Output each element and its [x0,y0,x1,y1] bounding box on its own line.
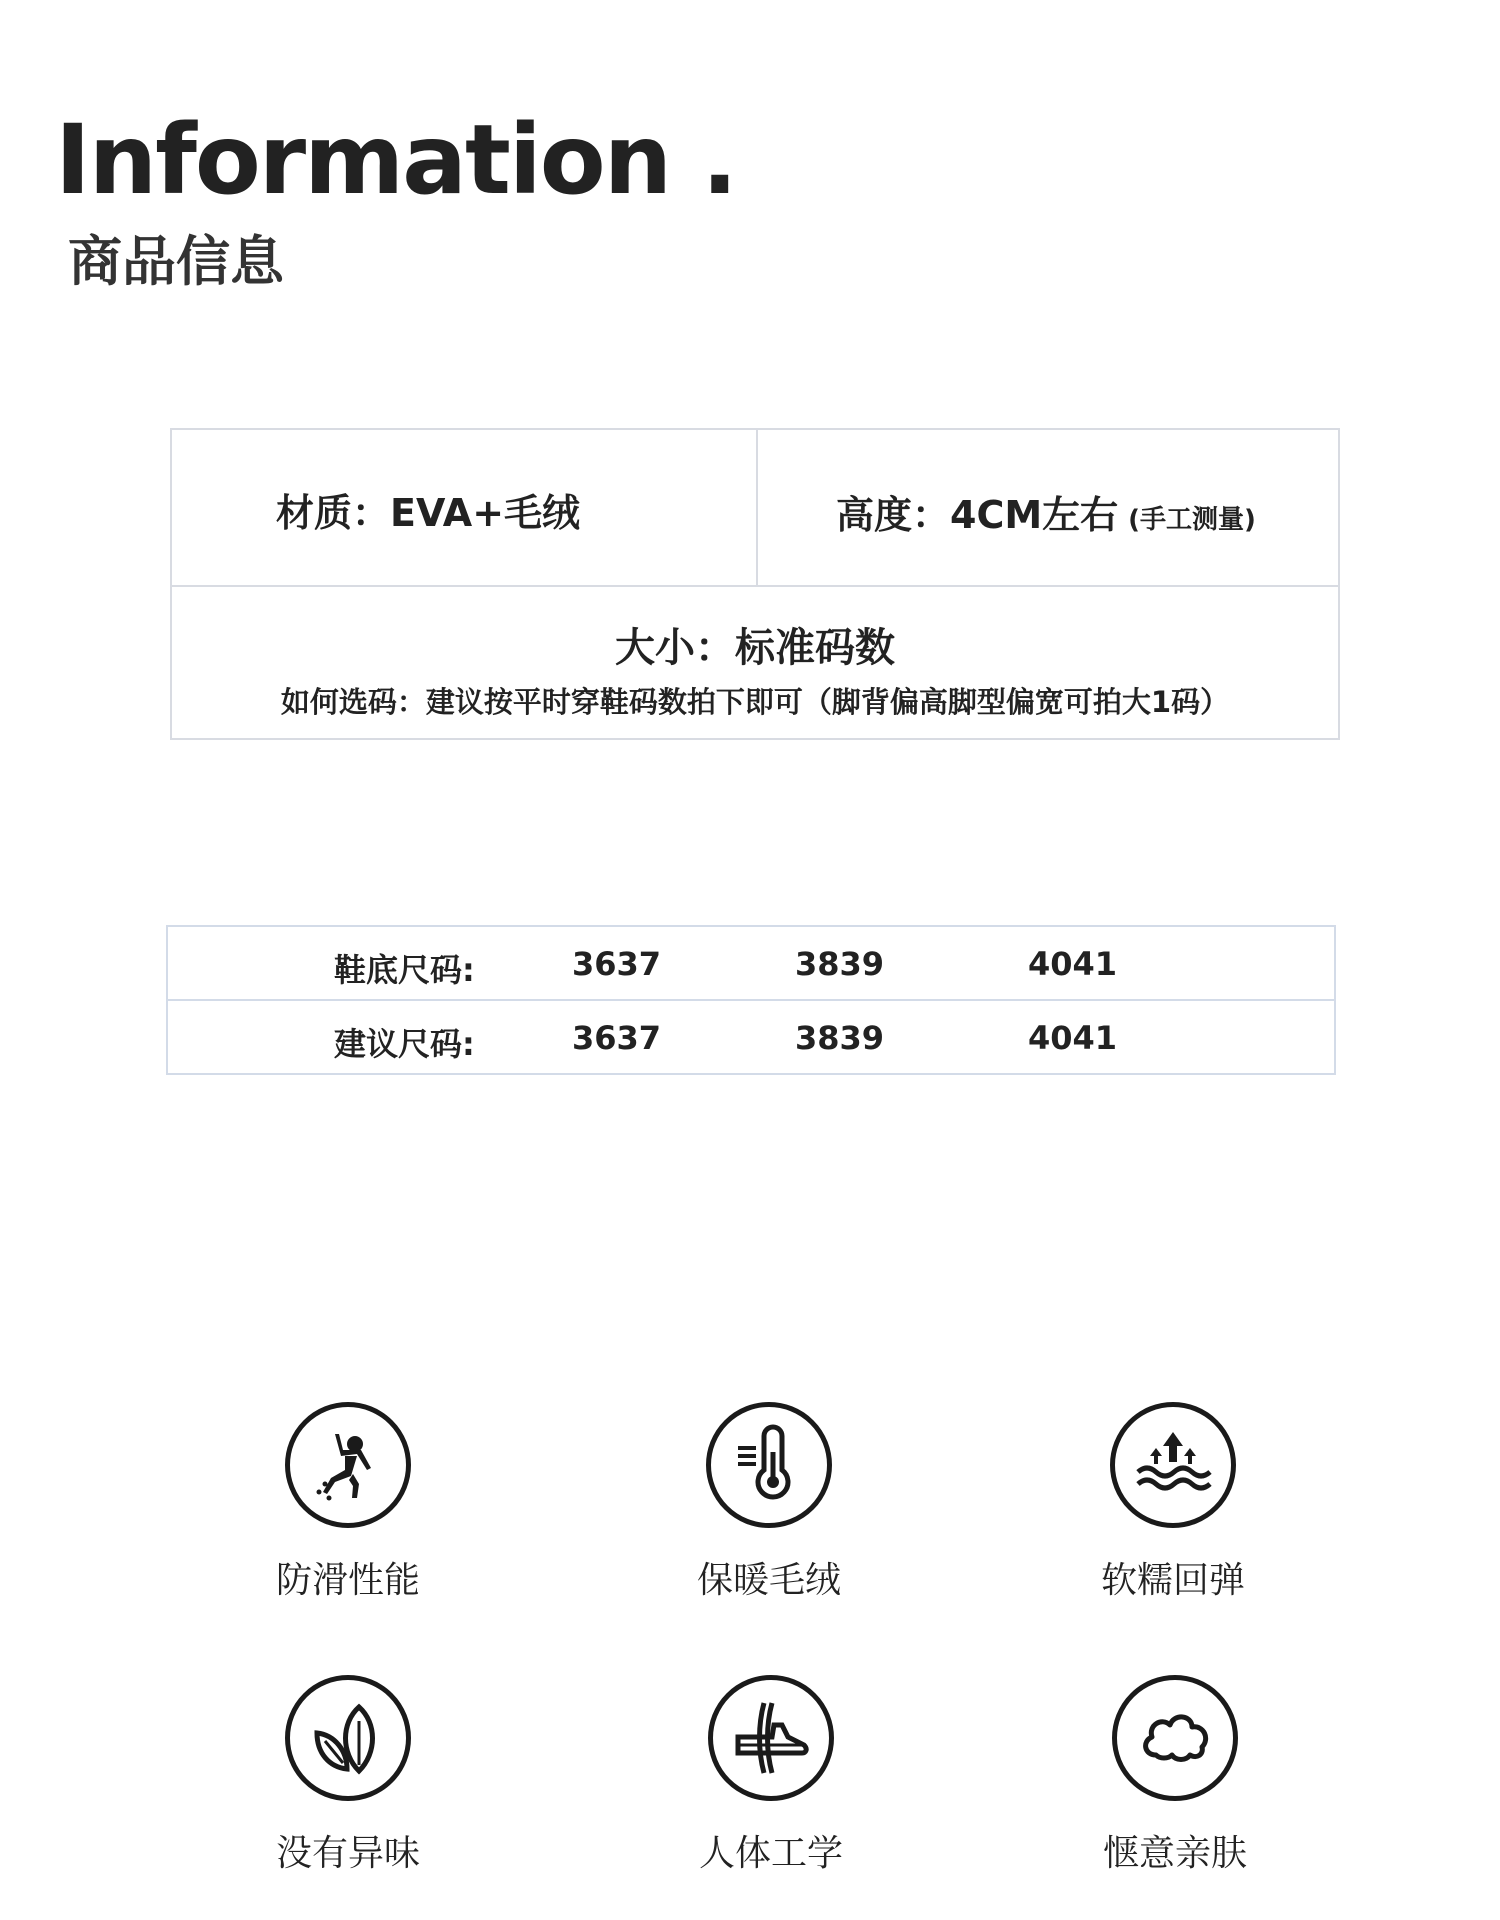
feature-rebound [1043,1402,1303,1603]
material-text: 材质：EVA+毛绒 [276,491,581,535]
height-cell [836,484,1256,539]
anti-slip-icon [285,1402,411,1528]
page-title-zh: 商品信息 [68,230,284,293]
ergonomic-shoe-icon [708,1675,834,1801]
size-value: 4041 [1028,1019,1118,1057]
feature-label: 没有异味 [275,1833,420,1874]
row-label: 建议尺码: [334,1025,475,1063]
feature-ergonomic [641,1675,901,1876]
leaf-icon [285,1675,411,1801]
table-row [168,1001,1334,1074]
feature-label: 惬意亲肤 [1102,1833,1247,1874]
rebound-wave-icon [1110,1402,1236,1528]
feature-no-odor [218,1675,478,1876]
feature-warm [639,1402,899,1603]
height-text: 高度：4CM左右 [836,493,1119,537]
height-note: (手工测量) [1128,505,1256,535]
feature-label: 保暖毛绒 [696,1560,841,1601]
feature-label: 人体工学 [698,1833,843,1874]
size-value: 3637 [572,945,662,983]
size-value: 3839 [795,1019,885,1057]
thermometer-icon [706,1402,832,1528]
feature-anti-slip [218,1402,478,1603]
cloud-icon [1112,1675,1238,1801]
size-value: 3839 [795,945,885,983]
table-divider [756,430,758,585]
product-info-table [170,428,1340,740]
size-guide-text: 如何选码：建议按平时穿鞋码数拍下即可（脚背偏高脚型偏宽可拍大1码） [280,685,1230,719]
feature-skin-friendly [1045,1675,1305,1876]
size-value: 4041 [1028,945,1118,983]
page-title-en: Information . [55,104,736,216]
size-value: 3637 [572,1019,662,1057]
feature-label: 软糯回弹 [1100,1560,1245,1601]
table-divider [172,585,1338,587]
size-text: 大小：标准码数 [615,625,895,671]
size-chart-table [166,925,1336,1075]
feature-label: 防滑性能 [275,1560,420,1601]
table-row [168,927,1334,1000]
row-label: 鞋底尺码: [334,951,475,989]
